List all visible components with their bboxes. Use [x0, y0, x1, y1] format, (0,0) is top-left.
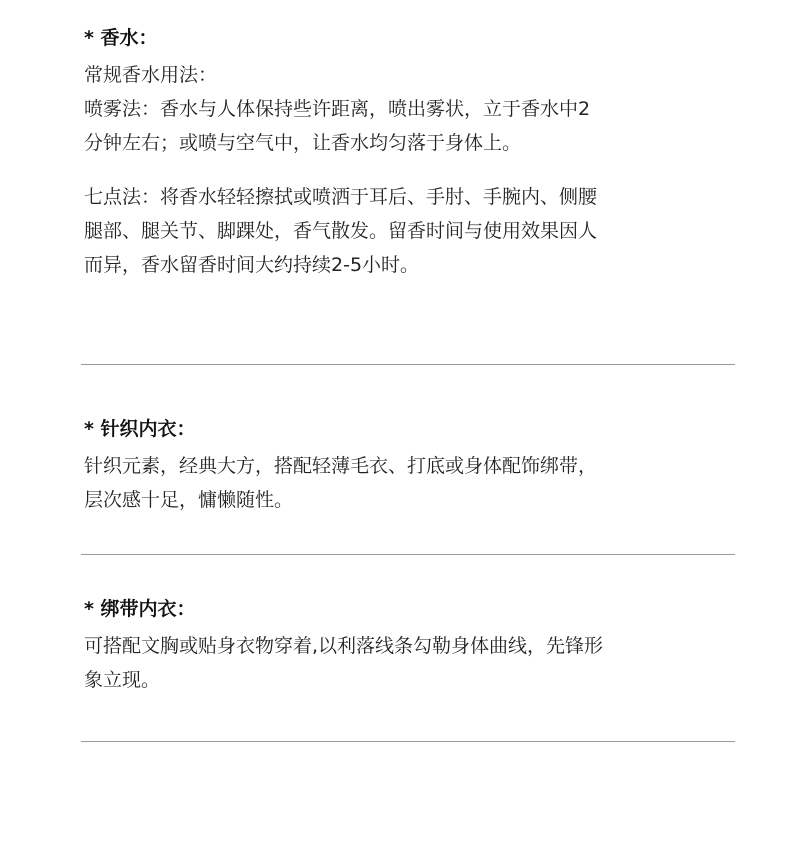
perfume-usage-line: 常规香水用法：	[84, 64, 218, 86]
section-divider	[81, 364, 735, 365]
knit-underwear-heading: * 针织内衣：	[84, 418, 196, 440]
perfume-usage-paragraph	[84, 58, 744, 160]
knit-underwear-paragraph	[84, 449, 744, 517]
knit-underwear-section	[84, 417, 744, 517]
perfume-heading: * 香水：	[84, 27, 158, 49]
perfume-section	[84, 26, 744, 282]
knit-underwear-line: 层次感十足，慵懒随性。	[84, 489, 294, 511]
perfume-seven-point-line: 腿部、腿关节、脚踝处，香气散发。留香时间与使用效果因人	[84, 220, 598, 242]
section-divider	[81, 554, 735, 555]
bandage-underwear-section	[84, 597, 744, 697]
bandage-underwear-line: 可搭配文胸或贴身衣物穿着,以利落线条勾勒身体曲线，先锋形	[84, 635, 604, 657]
section-divider	[81, 741, 735, 742]
perfume-usage-line: 分钟左右；或喷与空气中，让香水均匀落于身体上。	[84, 132, 522, 154]
bandage-underwear-line: 象立现。	[84, 669, 161, 691]
bandage-underwear-heading: * 绑带内衣：	[84, 598, 196, 620]
bandage-underwear-paragraph	[84, 629, 744, 697]
perfume-seven-point-line: 而异，香水留香时间大约持续2-5小时。	[84, 254, 420, 276]
knit-underwear-line: 针织元素，经典大方，搭配轻薄毛衣、打底或身体配饰绑带，	[84, 455, 598, 477]
perfume-seven-point-paragraph	[84, 180, 744, 282]
perfume-usage-line: 喷雾法：香水与人体保持些许距离，喷出雾状，立于香水中2	[84, 98, 591, 120]
perfume-seven-point-line: 七点法：将香水轻轻擦拭或喷洒于耳后、手肘、手腕内、侧腰	[84, 186, 598, 208]
